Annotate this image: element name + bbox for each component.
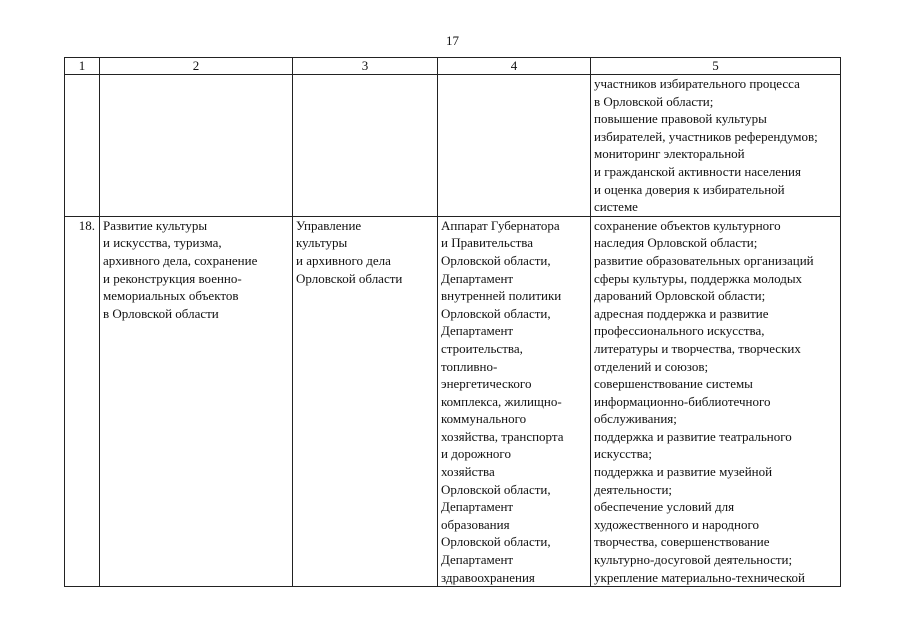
- cell-text-line: деятельности;: [594, 481, 673, 497]
- cell-text-line: повышение правовой культуры: [594, 111, 767, 127]
- page-number: 17: [446, 33, 459, 48]
- cell-text-line: Орловской области,: [441, 481, 551, 497]
- header-col-5: 5: [591, 58, 841, 75]
- cell-text-line: сферы культуры, поддержка молодых: [594, 270, 803, 286]
- cell-text-line: обслуживания;: [594, 411, 677, 427]
- cell-number: 18.: [65, 216, 100, 586]
- cell-text-line: профессионального искусства,: [594, 323, 765, 339]
- cell-text-line: Орловской области,: [441, 534, 551, 550]
- cell-text-line: Орловской области,: [441, 305, 551, 321]
- header-col-3: 3: [293, 58, 438, 75]
- cell-directions: [591, 75, 841, 217]
- cell-text-line: искусства;: [594, 446, 652, 462]
- cell-text-line: в Орловской области;: [594, 93, 714, 109]
- cell-text-line: и искусства, туризма,: [103, 235, 222, 251]
- program-table: [64, 57, 841, 587]
- cell-text-line: и реконструкция военно-: [103, 270, 242, 286]
- cell-text-line: Управление: [296, 217, 362, 233]
- cell-text-line: развитие образовательных организаций: [594, 252, 814, 268]
- cell-text-line: Развитие культуры: [103, 217, 208, 233]
- header-col-2: 2: [100, 58, 293, 75]
- cell-text-line: и архивного дела: [296, 252, 391, 268]
- cell-text-line: обеспечение условий для: [594, 499, 735, 515]
- cell-text-line: строительства,: [441, 340, 523, 356]
- cell-text-line: дарований Орловской области;: [594, 288, 766, 304]
- cell-text-line: хозяйства, транспорта: [441, 428, 564, 444]
- cell-text-line: мемориальных объектов: [103, 288, 239, 304]
- cell-number: [65, 75, 100, 217]
- cell-text-line: литературы и творчества, творческих: [594, 340, 801, 356]
- cell-text-line: укрепление материально-технической: [594, 569, 806, 585]
- cell-text-line: информационно-библиотечного: [594, 393, 771, 409]
- header-col-4: 4: [438, 58, 591, 75]
- cell-text-line: хозяйства: [441, 464, 495, 480]
- cell-text-line: наследия Орловской области;: [594, 235, 758, 251]
- cell-text-line: мониторинг электоральной: [594, 146, 745, 162]
- cell-participants: [438, 216, 591, 586]
- cell-participants: [438, 75, 591, 217]
- table-row-18: [65, 216, 841, 586]
- cell-text-line: совершенствование системы: [594, 376, 753, 392]
- cell-text-line: Орловской области: [296, 270, 403, 286]
- cell-text-line: топливно-: [441, 358, 498, 374]
- cell-text-line: творчества, совершенствование: [594, 534, 770, 550]
- cell-text-line: Орловской области,: [441, 252, 551, 268]
- cell-text-line: художественного и народного: [594, 516, 759, 532]
- cell-text-line: здравоохранения: [441, 569, 535, 585]
- cell-text-line: энергетического: [441, 376, 532, 392]
- cell-text-line: культурно-досуговой деятельности;: [594, 552, 793, 568]
- cell-text-line: и Правительства: [441, 235, 534, 251]
- cell-text-line: образования: [441, 516, 510, 532]
- cell-text-line: участников избирательного процесса: [594, 76, 800, 91]
- cell-text-line: избирателей, участников референдумов;: [594, 128, 818, 144]
- cell-text-line: Аппарат Губернатора: [441, 217, 560, 233]
- cell-text-line: отделений и союзов;: [594, 358, 709, 374]
- cell-text-line: системе: [594, 199, 638, 215]
- header-col-1: 1: [65, 58, 100, 75]
- cell-responsible: [293, 216, 438, 586]
- cell-text-line: Департамент: [441, 270, 514, 286]
- cell-text-line: и оценка доверия к избирательной: [594, 181, 785, 197]
- cell-directions: [591, 216, 841, 586]
- cell-program-name: [100, 75, 293, 217]
- cell-text-line: культуры: [296, 235, 348, 251]
- cell-text-line: и дорожного: [441, 446, 511, 462]
- cell-text-line: Департамент: [441, 499, 514, 515]
- cell-program-name: [100, 216, 293, 586]
- cell-text-line: Департамент: [441, 552, 514, 568]
- cell-text-line: поддержка и развитие театрального: [594, 428, 792, 444]
- cell-text-line: внутренней политики: [441, 288, 562, 304]
- cell-text-line: комплекса, жилищно-: [441, 393, 562, 409]
- cell-text-line: в Орловской области: [103, 305, 219, 321]
- cell-text-line: и гражданской активности населения: [594, 163, 801, 179]
- cell-text-line: коммунального: [441, 411, 527, 427]
- table-header-row: [65, 58, 841, 75]
- cell-responsible: [293, 75, 438, 217]
- cell-text-line: поддержка и развитие музейной: [594, 464, 773, 480]
- cell-text-line: Департамент: [441, 323, 514, 339]
- cell-text-line: архивного дела, сохранение: [103, 252, 258, 268]
- table-row-continuation: [65, 75, 841, 217]
- cell-text-line: адресная поддержка и развитие: [594, 305, 769, 321]
- cell-text-line: сохранение объектов культурного: [594, 217, 781, 233]
